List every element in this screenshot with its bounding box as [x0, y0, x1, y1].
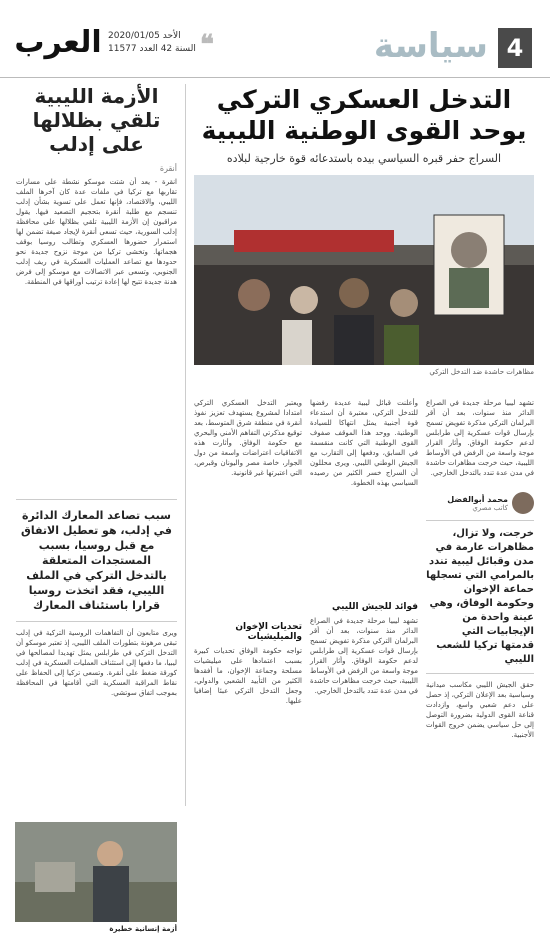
masthead [0, 0, 550, 78]
author-box [426, 492, 534, 514]
left-byline: أنقرة [159, 164, 177, 173]
author-location: كاتب مصري [472, 503, 508, 512]
date-line-2: السنة 42 العدد 11577 [108, 44, 196, 54]
main-story [194, 84, 534, 376]
column-2-text-2: تشهد ليبيا مرحلة جديدة في الصراع الدائر منذ سنوات، بعد أن أقر البرلمان التركي مذكرة تفويض تسمح بإرسال قوات عسكرية إلى طرابلس لدعم حكومة الوفاق. وأثار القرار موجة واسعة من الرفض في الأوساط الليبية، حيث خرجت مظاهرات حاشدة في مدن عدة تندد بالتدخل الخارجي. [310, 617, 418, 695]
column-3-text: ويعتبر التدخل العسكري التركي امتدادا لمشروع يستهدف تعزيز نفوذ أنقرة في منطقة شرق المتوسط، بعد توقيع مذكرتي التفاهم الأمني والبحري مع حكومة الوفاق. وأثارت هذه الاتفاقيات اعتراضات واسعة من دول الجوار، خاصة مصر واليونان وقبرص، التي اعتبرتها غير قانونية. [194, 399, 302, 477]
left-body-1: انقرة - يعد أن شتت موسكو نشطة على مسارات تقاربها مع تركيا في ملفات عدة كان آخرها الملف الليبي، والاقتصاد، فإنها تعمل على تسوية بشأن إدلب تنسجم مع طلبة أنقرة بتحجيم التصعيد فيها. يقول مراقبون إن الأزمة الليبية تلقي بظلالها على محافظة إدلب السورية، حيث تسعى أنقرة لإيجاد صيغة تضمن لها استمرار حضورها العسكري وتطالب روسيا بوقف هجماتها. وتخشى تركيا من موجة نزوح جديدة نحو حدودها مع تصاعد العمليات العسكرية في ريف إدلب الجنوبي، وتسعى عبر الاتصالات مع موسكو إلى فرض هدنة جديدة تتيح لها إعادة ترتيب أوراقها في المنطقة. [16, 178, 177, 286]
left-photo-caption: أزمة إنسانية خطيرة [109, 925, 177, 933]
left-sidebar [16, 84, 186, 933]
article-columns [194, 398, 534, 806]
column-1-text: تشهد ليبيا مرحلة جديدة في الصراع الدائر منذ سنوات، بعد أن أقر البرلمان التركي مذكرة تفويض تسمح بإرسال قوات عسكرية إلى طرابلس لدعم حكومة الوفاق. وأثار القرار موجة واسعة من الرفض في الأوساط الليبية، حيث خرجت مظاهرات حاشدة في مدن عدة تندد بالتدخل الخارجي. [426, 399, 534, 477]
article-column-2 [310, 398, 418, 806]
main-subhead: السراج حفر قبره السياسي بيده باستدعائه قوة خارجية لبلاده [226, 152, 502, 165]
newspaper-logo: العرب [14, 25, 102, 60]
column-3-text-2: تواجه حكومة الوفاق تحديات كبيرة بسبب اعتمادها على ميليشيات مسلحة وجماعة الإخوان، ما أفقدها الكثير من التأييد الشعبي والدولي، وجعل التدخل التركي عبئا إضافيا عليها. [194, 647, 302, 705]
left-photo [15, 822, 177, 922]
issue-date [108, 30, 200, 56]
column-1-text-2: حقق الجيش الليبي مكاسب ميدانية وسياسية بعد الإعلان التركي، إذ حصل على دعم شعبي واسع، وازدادت قناعة القوى الدولية بضرورة التوصل إلى حل سياسي يضمن خروج القوات الأجنبية. [426, 681, 534, 739]
main-photo [194, 175, 534, 365]
article-column-3 [194, 398, 302, 806]
column-2-text: وأعلنت قبائل ليبية عديدة رفضها للتدخل التركي، معتبرة أن استدعاء قوة أجنبية يمثل انتهاكا للسيادة الوطنية. ووحد هذا الموقف صفوف القوى الوطنية التي كانت منقسمة في السابق، ودفعها إلى التقارب مع الجيش الوطني الليبي. ويرى محللون أن السراج خسر الكثير من رصيده السياسي بهذه الخطوة. [310, 399, 418, 487]
date-line-1: الأحد 2020/01/05 [108, 31, 181, 41]
left-body-2: ويرى متابعون أن التفاهمات الروسية التركية في إدلب تبقى مرهونة بتطورات الملف الليبي، إذ تعتبر موسكو أن التدخل التركي في طرابلس يمثل تهديدا لمصالحها في ليبيا، ما دفعها إلى استئناف العمليات العسكرية في إدلب كورقة ضغط على أنقرة. وتسعى تركيا إلى الحفاظ على نقاط المراقبة العسكرية التي أقامتها في المحافظة بموجب اتفاق سوتشي. [16, 629, 177, 697]
column-1-quote: خرجت، ولا تزال، مظاهرات عارمة في مدن وقبائل ليبية تندد بالمرامي التي تسجلها حماعة الإخوان وحكومة الوفاق، وهي عينة واحدة من الإيجابيات التي قدمتها تركيا للشعب الليبي [426, 520, 534, 674]
quote-mark-icon: ❝ [200, 30, 214, 60]
main-headline [194, 84, 534, 146]
column-3-subhead: تحديات الإخوان والميليشيات [235, 622, 302, 642]
left-headline: الأزمة الليبية تلقي بظلالها على إدلب [32, 84, 161, 156]
section-title: سياسة [373, 26, 488, 66]
page-number: 4 [498, 28, 532, 68]
article-column-1 [426, 398, 534, 806]
main-photo-caption: مظاهرات حاشدة ضد التدخل التركي [429, 368, 534, 376]
column-2-subhead: فوائد للجيش الليبي [332, 602, 418, 612]
left-pull-quote: سبب تصاعد المعارك الدائرة في إدلب، هو تعطيل الاتفاق مع قبل روسيا، بسبب المستجدات المتعلقة بالتدخل التركي في الملف الليبي، فقد اتخذت روسيا قرارا باستئناف المعارك [16, 499, 177, 622]
author-info [447, 495, 508, 512]
headline-line-2: يوحد القوى الوطنية الليبية [201, 116, 527, 145]
headline-line-1: التدخل العسكري التركي [216, 85, 512, 114]
author-name: محمد أبوالفضل [447, 494, 508, 504]
author-avatar [512, 492, 534, 514]
